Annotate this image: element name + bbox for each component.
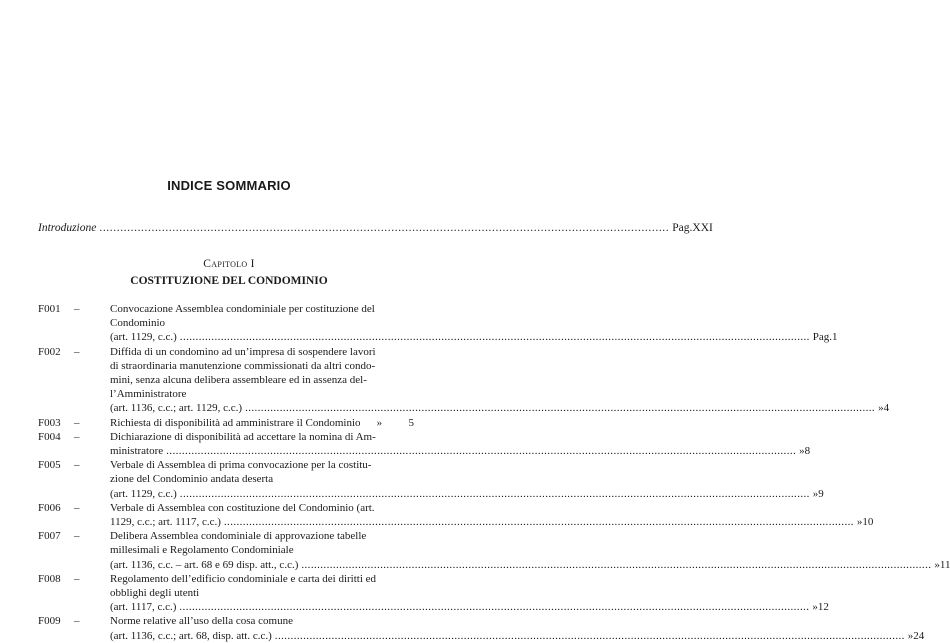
entry-last-line xyxy=(110,416,414,430)
entry-last-text: 1129, c.c.; art. 1117, c.c.) xyxy=(110,516,221,529)
entry-page-marker: » xyxy=(878,402,884,415)
chapter-title: COSTITUZIONE DEL CONDOMINIO xyxy=(130,275,328,287)
entry-last-line xyxy=(110,487,824,501)
entry-last-text: (art. 1136, c.c. – art. 68 e 69 disp. att., c.c.) xyxy=(110,558,299,571)
entry-page-number: 11 xyxy=(939,558,950,571)
toc-entry[interactable] xyxy=(38,614,925,642)
leader-dots: ........................................................................................................................................................................................................ xyxy=(301,558,932,571)
entry-last-line xyxy=(110,444,811,458)
entry-text-line: Dichiarazione di disponibilità ad accettare la nomina di Am- xyxy=(110,430,376,443)
entry-text-line: Verbale di Assemblea di prima convocazione per la costitu- xyxy=(110,459,372,472)
toc-entry[interactable] xyxy=(38,572,829,615)
entry-last-text: (art. 1129, c.c.) xyxy=(110,487,177,500)
entry-text-line: Convocazione Assemblea condominiale per costituzione del xyxy=(110,303,375,315)
entry-code: F002 xyxy=(38,345,61,358)
leader-dots: ........................................................................................................................................................................................................ xyxy=(245,402,876,415)
entry-text-line: obblighi degli utenti xyxy=(110,587,200,600)
entry-dash: – xyxy=(74,430,80,443)
entry-page-marker: » xyxy=(812,487,819,500)
entry-page-marker: » xyxy=(934,558,940,571)
entry-text-line: Norme relative all’uso della cosa comune xyxy=(110,615,293,628)
entry-last-text: (art. 1136, c.c.; art. 1129, c.c.) xyxy=(110,402,243,415)
leader-dots: ........................................................................................................................................................................................................ xyxy=(179,331,810,344)
entry-page-number: 5 xyxy=(408,416,414,429)
entry-page-marker: » xyxy=(812,601,818,614)
entry-page-number: 9 xyxy=(818,487,824,500)
entry-code: F005 xyxy=(38,459,61,472)
entry-page-marker: » xyxy=(856,516,863,529)
entry-last-text: (art. 1136, c.c.; art. 68, disp. att. c.c.) xyxy=(110,629,272,642)
entry-code: F009 xyxy=(38,615,61,628)
entry-text-line: Condominio xyxy=(110,317,166,330)
entry-dash: – xyxy=(74,416,80,429)
entry-last-text: (art. 1129, c.c.) xyxy=(110,331,177,344)
entry-code: F007 xyxy=(38,530,61,543)
leader-dots: ........................................................................................................................................................................................................ xyxy=(274,629,905,642)
leader-dots: ........................................................................................................................................................................................................ xyxy=(166,445,797,458)
entry-page-number: 1 xyxy=(832,331,838,344)
toc-entry[interactable] xyxy=(38,430,811,458)
entry-page-number: 8 xyxy=(804,445,811,458)
entry-last-text: ministratore xyxy=(110,445,164,458)
entry-text-line: di straordinaria manutenzione commissionati da altri condo- xyxy=(110,359,376,372)
entry-last-text: (art. 1117, c.c.) xyxy=(110,601,177,614)
page-title: INDICE SOMMARIO xyxy=(167,178,291,193)
toc-entry[interactable] xyxy=(38,345,890,416)
toc-entry[interactable] xyxy=(38,529,950,572)
toc-entry[interactable] xyxy=(38,416,414,430)
entry-page-marker: » xyxy=(799,445,805,458)
toc-entries xyxy=(38,302,950,643)
leader-dots: .................................................................................................................................................................... xyxy=(99,222,670,234)
intro-pag-label: Pag. xyxy=(672,222,693,234)
entry-dash: – xyxy=(74,303,80,315)
entry-text-line: zione del Condominio andata deserta xyxy=(110,473,274,486)
entry-last-line xyxy=(110,600,829,614)
entry-dash: – xyxy=(74,615,80,628)
entry-code: F004 xyxy=(38,430,61,443)
entry-page-marker: Pag. xyxy=(812,331,833,344)
entry-dash: – xyxy=(74,530,80,543)
entry-dash: – xyxy=(74,345,80,358)
entry-code: F008 xyxy=(38,572,61,585)
entry-dash: – xyxy=(74,459,80,472)
entry-text-line: millesimali e Regolamento Condominiale xyxy=(110,544,294,557)
entry-code: F003 xyxy=(38,416,61,429)
entry-last-line xyxy=(110,558,950,572)
intro-label: Introduzione xyxy=(38,222,97,234)
entry-text-line: Verbale di Assemblea con costituzione del Condominio (art. xyxy=(110,501,375,514)
leader-dots: ........................................................................................................................................................................................................ xyxy=(179,487,810,500)
entry-dash: – xyxy=(74,501,80,514)
toc-entry[interactable] xyxy=(38,302,838,345)
entry-dash: – xyxy=(74,572,80,585)
entry-code: F006 xyxy=(38,501,61,514)
entry-page-marker: » xyxy=(907,629,914,642)
entry-text-line: Delibera Assemblea condominiale di approvazione tabelle xyxy=(110,530,367,543)
entry-page-number: 12 xyxy=(817,601,829,614)
leader-dots: ........................................................................................................................................................................................................ xyxy=(179,601,810,614)
chapter-label: Capitolo I xyxy=(203,258,255,270)
entry-last-line xyxy=(110,629,925,643)
entry-page-number: 4 xyxy=(883,402,890,415)
toc-entry[interactable] xyxy=(38,501,874,529)
entry-last-line xyxy=(110,401,890,415)
intro-page-number: XXI xyxy=(692,222,713,234)
entry-code: F001 xyxy=(38,303,61,315)
entry-text-line: mini, senza alcuna delibera assembleare ed in assenza del- xyxy=(110,374,367,387)
entry-page-marker: » xyxy=(376,416,383,429)
entry-page-number: 10 xyxy=(862,516,874,529)
toc-entry[interactable] xyxy=(38,458,824,501)
intro-entry[interactable] xyxy=(38,222,713,234)
entry-text-line: Regolamento dell’edificio condominiale e carta dei diritti ed xyxy=(110,572,377,585)
entry-last-text: Richiesta di disponibilità ad amministrare il Condominio xyxy=(110,416,361,429)
entry-text-line: l’Amministratore xyxy=(110,388,187,401)
entry-page-number: 24 xyxy=(913,629,925,642)
entry-last-line xyxy=(110,330,838,344)
leader-dots: ........................................................................................................................................................................................................ xyxy=(223,516,854,529)
entry-last-line xyxy=(110,515,874,529)
entry-text-line: Diffida di un condomino ad un’impresa di sospendere lavori xyxy=(110,345,376,358)
